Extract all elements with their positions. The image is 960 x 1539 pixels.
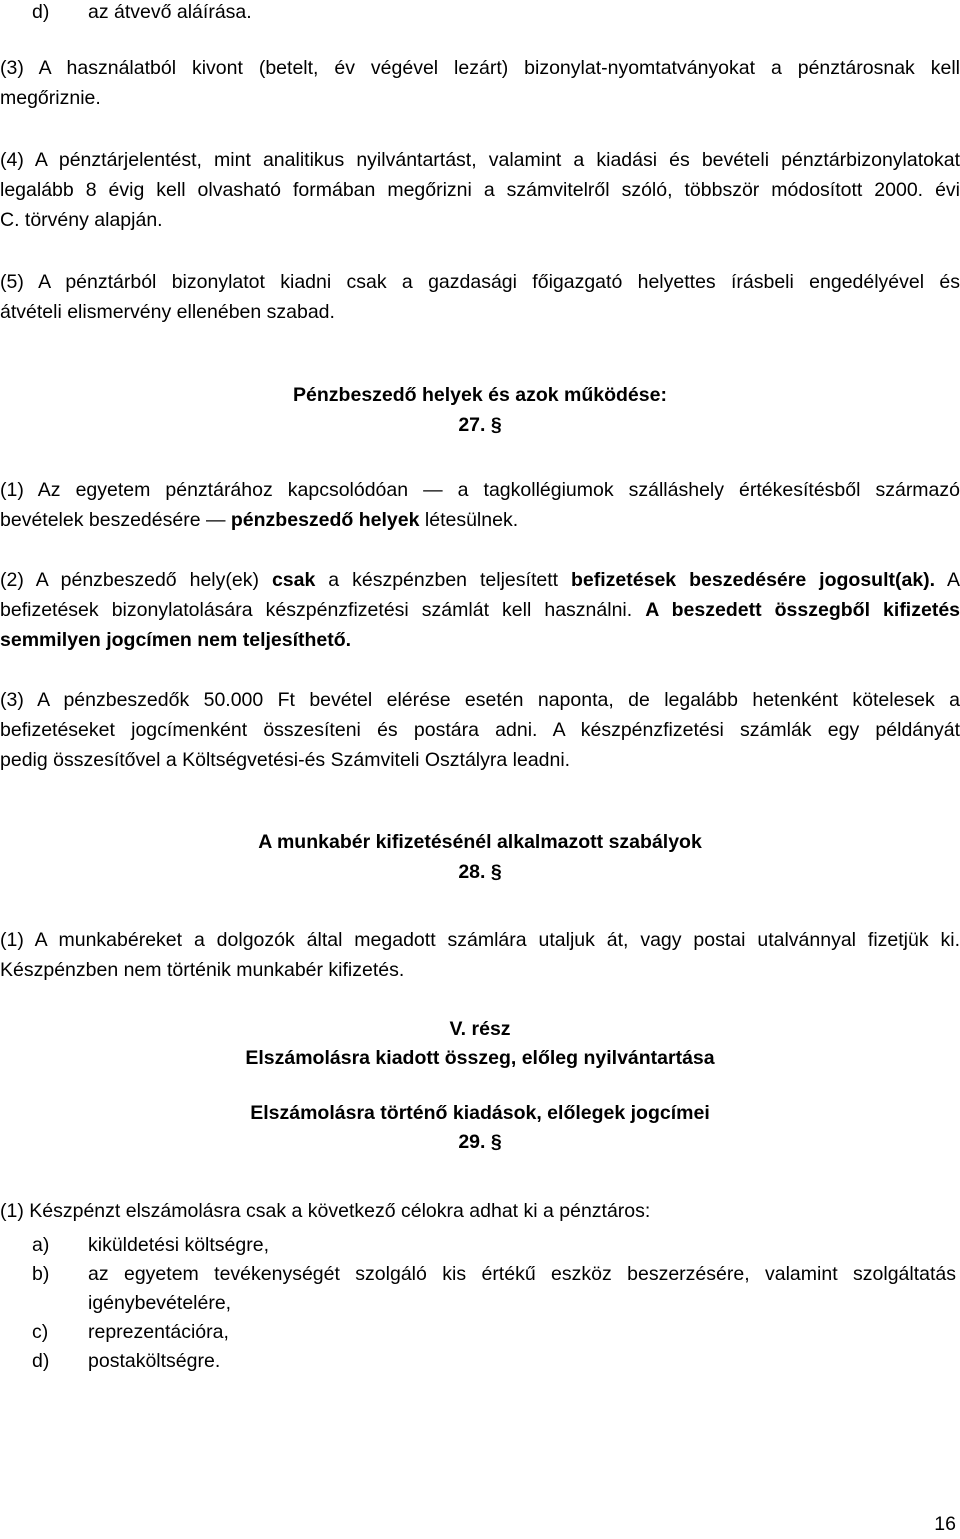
bold-run: csak bbox=[271, 569, 316, 591]
text-run: befizetések bizonylatolására készpénzfizetési számlát kell használni. bbox=[0, 599, 646, 621]
paragraph-4-line2: legalább 8 évig kell olvasható formában megőrizni a számvitelről szóló, többször módosított 2000. évi bbox=[0, 179, 960, 201]
section-29-heading: Elszámolásra történő kiadások, előlegek jogcímei bbox=[250, 1102, 710, 1124]
section-27-p2-line3: semmilyen jogcímen nem teljesíthető. bbox=[0, 629, 352, 651]
bold-run: pénzbeszedő helyek bbox=[230, 509, 420, 531]
part-5-subtitle: Elszámolásra kiadott összeg, előleg nyilvántartása bbox=[245, 1047, 715, 1069]
list-text: az egyetem tevékenységét szolgáló kis értékű eszköz beszerzésére, valamint szolgáltatás bbox=[88, 1263, 956, 1285]
text-run: létesülnek. bbox=[419, 509, 519, 531]
list-text: postaköltségre. bbox=[88, 1350, 221, 1372]
section-27-heading: Pénzbeszedő helyek és azok működése: bbox=[293, 384, 667, 406]
section-28-p1-line1: (1) A munkabéreket a dolgozók által megadott számlára utaljuk át, vagy postai utalvánnyal fizetjük ki. bbox=[0, 929, 960, 951]
section-29-number: 29. § bbox=[458, 1131, 502, 1153]
section-27-p2-line1 bbox=[0, 568, 960, 592]
list-text: az átvevő aláírása. bbox=[88, 1, 252, 23]
section-27-p2-line2 bbox=[0, 598, 960, 622]
list-label: c) bbox=[32, 1321, 49, 1343]
list-text: kiküldetési költségre, bbox=[88, 1234, 270, 1256]
page-number: 16 bbox=[934, 1513, 956, 1535]
section-28-p1-line2: Készpénzben nem történik munkabér kifizetés. bbox=[0, 959, 405, 981]
text-run: A bbox=[935, 569, 960, 591]
section-27-p1-line1: (1) Az egyetem pénztárához kapcsolódóan — a tagkollégiumok szálláshely értékesítésből származó bbox=[0, 479, 960, 501]
section-28-number: 28. § bbox=[458, 861, 502, 883]
paragraph-5-line1: (5) A pénztárból bizonylatot kiadni csak a gazdasági főigazgató helyettes írásbeli engedélyével és bbox=[0, 271, 960, 293]
list-label: a) bbox=[32, 1234, 50, 1256]
section-27-p3-line1: (3) A pénzbeszedők 50.000 Ft bevétel elérése esetén naponta, de legalább hetenként kötelesek a bbox=[0, 689, 960, 711]
section-27-p1-line2 bbox=[0, 508, 960, 532]
paragraph-4-line3: C. törvény alapján. bbox=[0, 209, 163, 231]
bold-run: befizetések beszedésére jogosult(ak). bbox=[571, 569, 936, 591]
section-27-p3-line3: pedig összesítővel a Költségvetési-és Számviteli Osztályra leadni. bbox=[0, 749, 571, 771]
text-run: a készpénzben teljesített bbox=[315, 569, 572, 591]
text-run: (2) A pénzbeszedő hely(ek) bbox=[0, 569, 272, 591]
paragraph-4-line1: (4) A pénztárjelentést, mint analitikus nyilvántartást, valamint a kiadási és bevételi pénztárbizonylatokat bbox=[0, 149, 960, 171]
section-27-number: 27. § bbox=[458, 414, 502, 436]
list-label: d) bbox=[32, 1350, 50, 1372]
paragraph-5-line2: átvételi elismervény ellenében szabad. bbox=[0, 301, 335, 323]
section-28-heading: A munkabér kifizetésénél alkalmazott szabályok bbox=[258, 831, 702, 853]
list-label: b) bbox=[32, 1263, 50, 1285]
list-label: d) bbox=[32, 1, 50, 23]
paragraph-3-line1: (3) A használatból kivont (betelt, év végével lezárt) bizonylat-nyomtatványokat a pénztárosnak kell bbox=[0, 57, 960, 79]
list-text-continued: igénybevételére, bbox=[88, 1292, 232, 1314]
text-run: bevételek beszedésére — bbox=[0, 509, 231, 531]
part-5-title: V. rész bbox=[449, 1018, 511, 1040]
list-text: reprezentációra, bbox=[88, 1321, 229, 1343]
section-29-p1-intro: (1) Készpénzt elszámolásra csak a következő célokra adhat ki a pénztáros: bbox=[0, 1200, 651, 1222]
section-27-p3-line2: befizetéseket jogcímenként összesíteni és postára adni. A készpénzfizetési számlák egy példányát bbox=[0, 719, 960, 741]
bold-run: A beszedett összegből kifizetés bbox=[645, 599, 960, 621]
paragraph-3-line2: megőriznie. bbox=[0, 87, 101, 109]
